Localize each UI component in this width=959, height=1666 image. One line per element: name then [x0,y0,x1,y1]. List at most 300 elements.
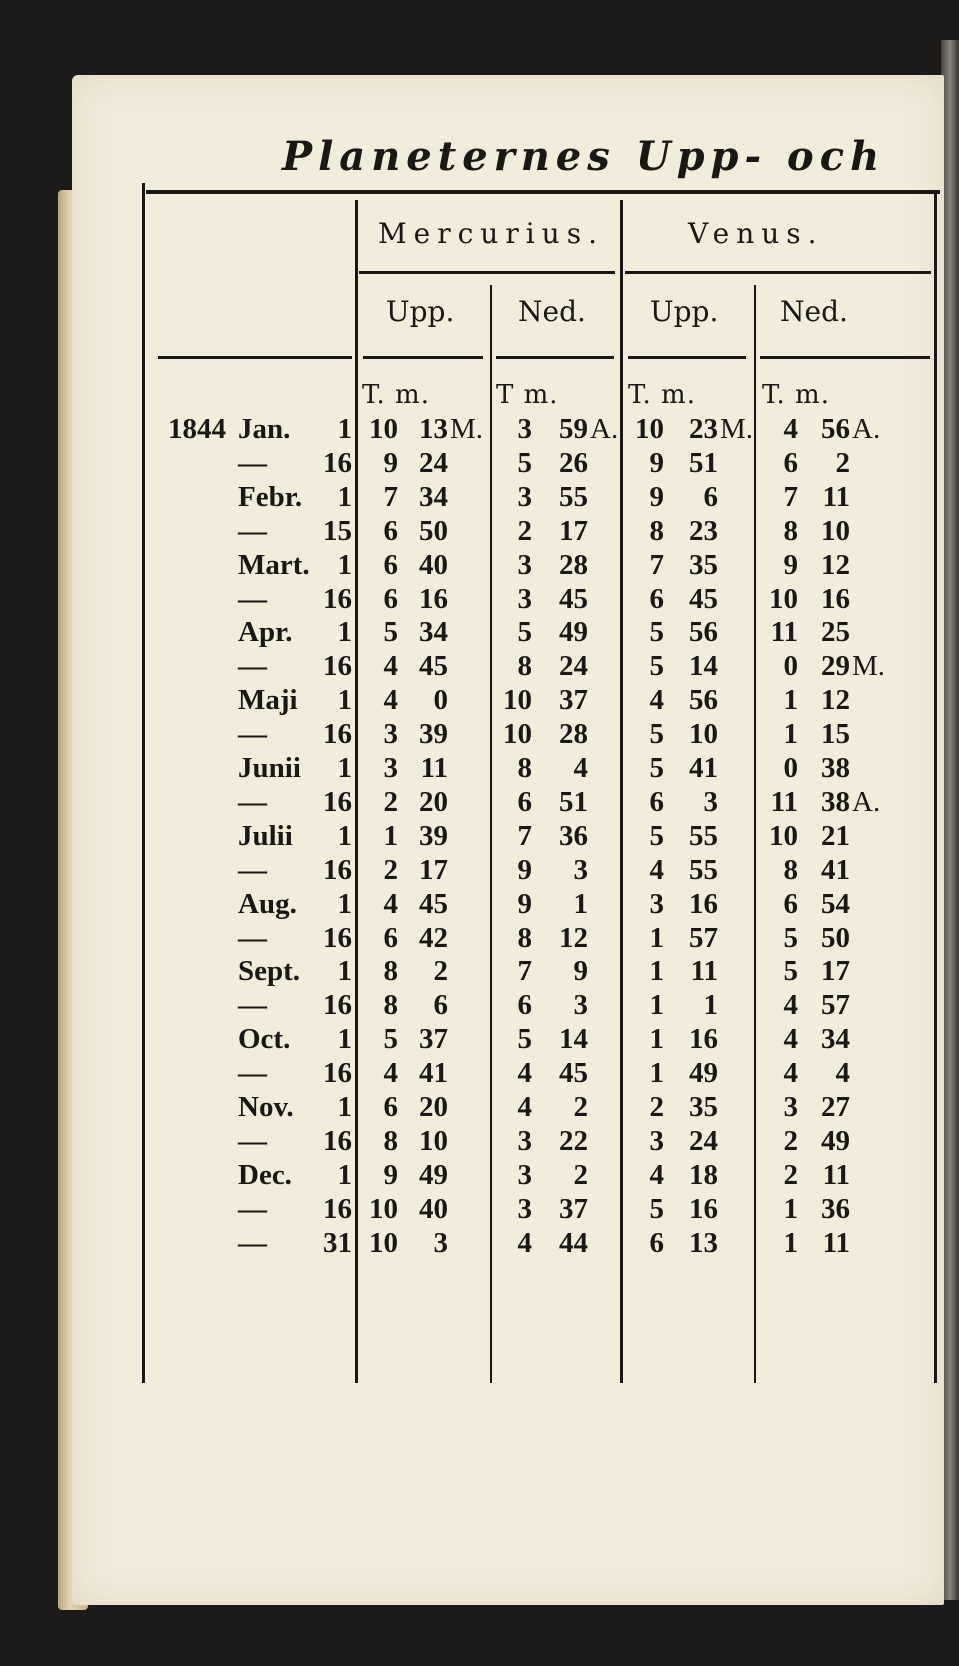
row-month: Jan. [238,413,291,445]
planet-header-mercury: Mercurius. [378,217,604,250]
mu-minute: 16 [419,582,448,615]
vu-minute: 6 [703,480,718,513]
mu-suffix: M. [450,413,484,445]
mu-hour: 9 [383,1158,398,1191]
vu-minute: 35 [689,1091,718,1123]
vu-hour: 5 [649,718,664,751]
vn-hour: 9 [783,548,798,581]
vu-minute: 23 [689,413,718,445]
planet-header-rule-venus [625,271,931,274]
row-month: — [238,1057,267,1090]
vu-hour: 8 [649,514,664,547]
row-day: 1 [337,684,352,717]
vu-minute: 1 [703,989,718,1022]
row-month: Aug. [238,887,297,920]
vn-minute: 10 [821,514,850,547]
subheader-rule-mn [496,356,614,359]
vu-hour: 3 [649,887,664,920]
row-day: 16 [323,853,352,886]
mu-hour: 8 [383,989,398,1022]
vu-minute: 51 [689,446,718,479]
col-header-mercury-upp: Upp. [386,295,455,328]
vn-hour: 1 [783,718,798,751]
mn-minute: 2 [573,1091,588,1123]
mu-hour: 8 [383,1124,398,1157]
mn-hour: 8 [517,650,532,683]
vu-minute: 11 [690,955,718,988]
mu-hour: 6 [383,921,398,954]
vn-minute: 17 [821,955,850,988]
mn-minute: 2 [573,1158,588,1191]
vn-hour: 4 [783,413,798,445]
row-month: — [238,1192,267,1225]
mu-minute: 10 [419,1124,448,1157]
mu-hour: 6 [383,1091,398,1123]
mn-hour: 3 [517,1124,532,1157]
vn-hour: 4 [783,1057,798,1090]
mn-minute: 12 [559,921,588,954]
mn-hour: 2 [517,514,532,547]
row-day: 1 [337,1023,352,1056]
vn-hour: 4 [783,989,798,1022]
vu-minute: 56 [689,616,718,649]
top-rule [146,190,940,194]
table-row [72,786,944,822]
table-row [72,1159,944,1195]
mu-minute: 3 [433,1226,448,1259]
vn-minute: 11 [822,1158,850,1191]
table-row [72,413,944,449]
vn-hour: 0 [783,650,798,683]
vu-minute: 55 [689,819,718,852]
row-day: 16 [323,650,352,683]
subheader-rule-mu [363,356,483,359]
vn-hour: 10 [769,582,798,615]
vu-minute: 56 [689,684,718,717]
vu-hour: 1 [649,1023,664,1056]
mu-hour: 5 [383,1023,398,1056]
vu-hour: 2 [649,1091,664,1123]
vn-hour: 1 [783,1192,798,1225]
vu-minute: 10 [689,718,718,751]
mu-minute: 39 [419,718,448,751]
mu-minute: 34 [419,480,448,513]
row-day: 1 [337,887,352,920]
mu-hour: 7 [383,480,398,513]
row-month: Junii [238,752,301,784]
vn-minute: 12 [821,548,850,581]
mn-minute: 26 [559,446,588,479]
row-day: 16 [323,1057,352,1090]
mu-minute: 40 [419,1192,448,1225]
table-row [72,481,944,517]
row-day: 1 [337,819,352,852]
mn-minute: 14 [559,1023,588,1056]
table-row [72,888,944,924]
mn-hour: 7 [517,955,532,988]
mn-minute: 1 [573,887,588,920]
mn-hour: 8 [517,752,532,784]
table-row [72,549,944,585]
vu-minute: 55 [689,853,718,886]
mn-hour: 4 [517,1226,532,1259]
vn-minute: 54 [821,887,850,920]
col-header-venus-upp: Upp. [650,295,719,328]
row-month: Sept. [238,955,301,988]
vu-hour: 10 [635,413,664,445]
table-row [72,718,944,754]
row-day: 16 [323,989,352,1022]
row-day: 16 [323,785,352,818]
vu-minute: 24 [689,1124,718,1157]
mu-minute: 50 [419,514,448,547]
vu-hour: 9 [649,446,664,479]
vu-minute: 45 [689,582,718,615]
row-day: 1 [337,616,352,649]
mu-hour: 1 [383,819,398,852]
vu-hour: 5 [649,616,664,649]
vu-minute: 49 [689,1057,718,1090]
row-month: Maji [238,684,298,717]
vn-minute: 34 [821,1023,850,1056]
mn-hour: 3 [517,1158,532,1191]
row-month: Dec. [238,1158,292,1191]
mn-hour: 10 [503,718,532,751]
vn-minute: 56 [821,413,850,445]
mu-hour: 3 [383,752,398,784]
table-row [72,1023,944,1059]
row-month: Oct. [238,1023,291,1056]
vn-hour: 10 [769,819,798,852]
mn-minute: 24 [559,650,588,683]
vn-minute: 4 [835,1057,850,1090]
mu-minute: 17 [419,853,448,886]
mu-minute: 37 [419,1023,448,1056]
planet-header-venus: Venus. [688,217,824,250]
mn-hour: 3 [517,480,532,513]
row-day: 1 [337,1091,352,1123]
mn-hour: 4 [517,1091,532,1123]
row-day: 16 [323,921,352,954]
mu-minute: 2 [433,955,448,988]
mn-suffix: A. [590,413,619,445]
mu-hour: 4 [383,1057,398,1090]
row-month: — [238,1226,267,1259]
mn-hour: 3 [517,548,532,581]
mn-hour: 6 [517,785,532,818]
table-row [72,1125,944,1161]
row-day: 1 [337,548,352,581]
vn-minute: 16 [821,582,850,615]
row-month: — [238,989,267,1022]
mn-hour: 5 [517,616,532,649]
row-day: 1 [337,752,352,784]
vn-minute: 38 [821,785,850,818]
mn-minute: 28 [559,718,588,751]
mn-hour: 9 [517,887,532,920]
mn-minute: 9 [573,955,588,988]
table-row [72,854,944,890]
row-day: 1 [337,480,352,513]
mu-hour: 9 [383,446,398,479]
vn-hour: 1 [783,684,798,717]
vu-minute: 16 [689,1023,718,1056]
mn-hour: 10 [503,684,532,717]
row-month: — [238,582,267,615]
mn-minute: 59 [559,413,588,445]
table-row [72,650,944,686]
vu-minute: 3 [703,785,718,818]
row-day: 16 [323,1192,352,1225]
vu-minute: 23 [689,514,718,547]
row-month: — [238,446,267,479]
mn-minute: 3 [573,989,588,1022]
row-day: 16 [323,718,352,751]
row-year: 1844 [168,413,226,445]
vn-hour: 1 [783,1226,798,1259]
mu-hour: 10 [369,1226,398,1259]
vn-hour: 7 [783,480,798,513]
vn-minute: 38 [821,752,850,784]
mn-minute: 17 [559,514,588,547]
vn-minute: 25 [821,616,850,649]
mn-hour: 7 [517,819,532,852]
vn-suffix: A. [852,413,881,445]
mu-hour: 5 [383,616,398,649]
mu-minute: 45 [419,650,448,683]
table-row [72,955,944,991]
vu-hour: 4 [649,684,664,717]
vn-minute: 21 [821,819,850,852]
table-row [72,515,944,551]
vn-hour: 5 [783,955,798,988]
vu-hour: 5 [649,1192,664,1225]
mu-minute: 39 [419,819,448,852]
vu-hour: 1 [649,921,664,954]
vn-hour: 11 [770,785,798,818]
row-day: 1 [337,413,352,445]
row-month: Febr. [238,480,303,513]
row-day: 1 [337,1158,352,1191]
row-month: — [238,853,267,886]
vn-hour: 11 [770,616,798,649]
vn-minute: 29 [821,650,850,683]
mu-hour: 6 [383,514,398,547]
unit-header-mercury-upp: T. m. [362,380,430,410]
mn-hour: 3 [517,413,532,445]
vn-suffix: A. [852,785,881,818]
table-row [72,752,944,788]
row-month: Mart. [238,548,310,581]
table-row [72,1091,944,1127]
vn-minute: 11 [822,480,850,513]
vu-hour: 5 [649,819,664,852]
vu-minute: 16 [689,1192,718,1225]
vn-minute: 27 [821,1091,850,1123]
vn-hour: 5 [783,921,798,954]
mn-minute: 49 [559,616,588,649]
mu-hour: 8 [383,955,398,988]
subheader-rule-vu [628,356,746,359]
vu-hour: 9 [649,480,664,513]
row-day: 16 [323,1124,352,1157]
book-page [72,75,944,1605]
mu-minute: 11 [420,752,448,784]
mn-hour: 9 [517,853,532,886]
mn-minute: 51 [559,785,588,818]
vn-hour: 8 [783,853,798,886]
vu-hour: 4 [649,1158,664,1191]
mn-hour: 5 [517,1023,532,1056]
vn-hour: 8 [783,514,798,547]
mn-minute: 44 [559,1226,588,1259]
vu-hour: 5 [649,650,664,683]
row-day: 16 [323,446,352,479]
mu-minute: 45 [419,887,448,920]
mu-minute: 6 [433,989,448,1022]
vn-hour: 6 [783,446,798,479]
mu-minute: 0 [433,684,448,717]
row-day: 16 [323,582,352,615]
mn-minute: 3 [573,853,588,886]
table-row [72,1057,944,1093]
col-header-venus-ned: Ned. [780,295,848,328]
mn-hour: 8 [517,921,532,954]
mu-hour: 4 [383,650,398,683]
table-row [72,684,944,720]
vu-minute: 35 [689,548,718,581]
mu-minute: 24 [419,446,448,479]
mu-hour: 2 [383,785,398,818]
mu-minute: 49 [419,1158,448,1191]
vu-minute: 41 [689,752,718,784]
row-day: 1 [337,955,352,988]
unit-header-mercury-ned: T m. [496,380,559,410]
mn-minute: 37 [559,684,588,717]
vn-minute: 41 [821,853,850,886]
mn-minute: 45 [559,582,588,615]
vn-minute: 50 [821,921,850,954]
mn-hour: 3 [517,1192,532,1225]
mu-minute: 41 [419,1057,448,1090]
vu-hour: 1 [649,1057,664,1090]
vn-minute: 11 [822,1226,850,1259]
mu-minute: 40 [419,548,448,581]
vn-minute: 57 [821,989,850,1022]
vn-hour: 4 [783,1023,798,1056]
subheader-rule-vn [760,356,930,359]
table-row [72,447,944,483]
vu-minute: 57 [689,921,718,954]
row-month: Julii [238,819,293,852]
row-month: Apr. [238,616,293,649]
row-month: Nov. [238,1091,294,1123]
row-day: 31 [323,1226,352,1259]
vu-hour: 6 [649,582,664,615]
mu-minute: 13 [419,413,448,445]
vu-hour: 7 [649,548,664,581]
page-title: Planeternes Upp- och [282,133,886,180]
vn-hour: 3 [783,1091,798,1123]
subheader-rule-date [158,356,352,359]
table-row [72,583,944,619]
col-header-mercury-ned: Ned. [518,295,586,328]
vu-hour: 4 [649,853,664,886]
vn-minute: 2 [835,446,850,479]
row-month: — [238,650,267,683]
mu-minute: 20 [419,785,448,818]
mn-minute: 45 [559,1057,588,1090]
vn-minute: 36 [821,1192,850,1225]
row-month: — [238,785,267,818]
mn-minute: 55 [559,480,588,513]
row-month: — [238,514,267,547]
mu-hour: 4 [383,684,398,717]
vu-hour: 1 [649,955,664,988]
mn-hour: 4 [517,1057,532,1090]
mu-hour: 4 [383,887,398,920]
mn-minute: 36 [559,819,588,852]
mn-hour: 3 [517,582,532,615]
table-row [72,820,944,856]
mu-minute: 42 [419,921,448,954]
table-row [72,616,944,652]
vu-hour: 1 [649,989,664,1022]
mn-minute: 4 [573,752,588,784]
mu-hour: 10 [369,1192,398,1225]
vu-hour: 6 [649,1226,664,1259]
vn-hour: 2 [783,1158,798,1191]
table-row [72,1227,944,1263]
mu-hour: 10 [369,413,398,445]
vu-minute: 18 [689,1158,718,1191]
vu-minute: 14 [689,650,718,683]
table-row [72,989,944,1025]
table-row [72,922,944,958]
unit-header-venus-upp: T. m. [628,380,696,410]
row-month: — [238,1124,267,1157]
mn-hour: 6 [517,989,532,1022]
mu-hour: 6 [383,582,398,615]
row-day: 15 [323,514,352,547]
planet-header-rule-mercury [359,271,615,274]
vn-hour: 2 [783,1124,798,1157]
vu-hour: 3 [649,1124,664,1157]
vn-hour: 6 [783,887,798,920]
mn-minute: 22 [559,1124,588,1157]
row-month: — [238,921,267,954]
vn-minute: 12 [821,684,850,717]
mu-minute: 34 [419,616,448,649]
mu-hour: 6 [383,548,398,581]
vu-hour: 5 [649,752,664,784]
mn-minute: 37 [559,1192,588,1225]
mu-hour: 3 [383,718,398,751]
row-month: — [238,718,267,751]
mn-minute: 28 [559,548,588,581]
vn-minute: 15 [821,718,850,751]
table-row [72,1193,944,1229]
mu-minute: 20 [419,1091,448,1123]
vu-minute: 16 [689,887,718,920]
mu-hour: 2 [383,853,398,886]
vu-minute: 13 [689,1226,718,1259]
mn-hour: 5 [517,446,532,479]
vn-suffix: M. [852,650,886,683]
vn-minute: 49 [821,1124,850,1157]
vu-suffix: M. [720,413,754,445]
unit-header-venus-ned: T. m. [762,380,830,410]
